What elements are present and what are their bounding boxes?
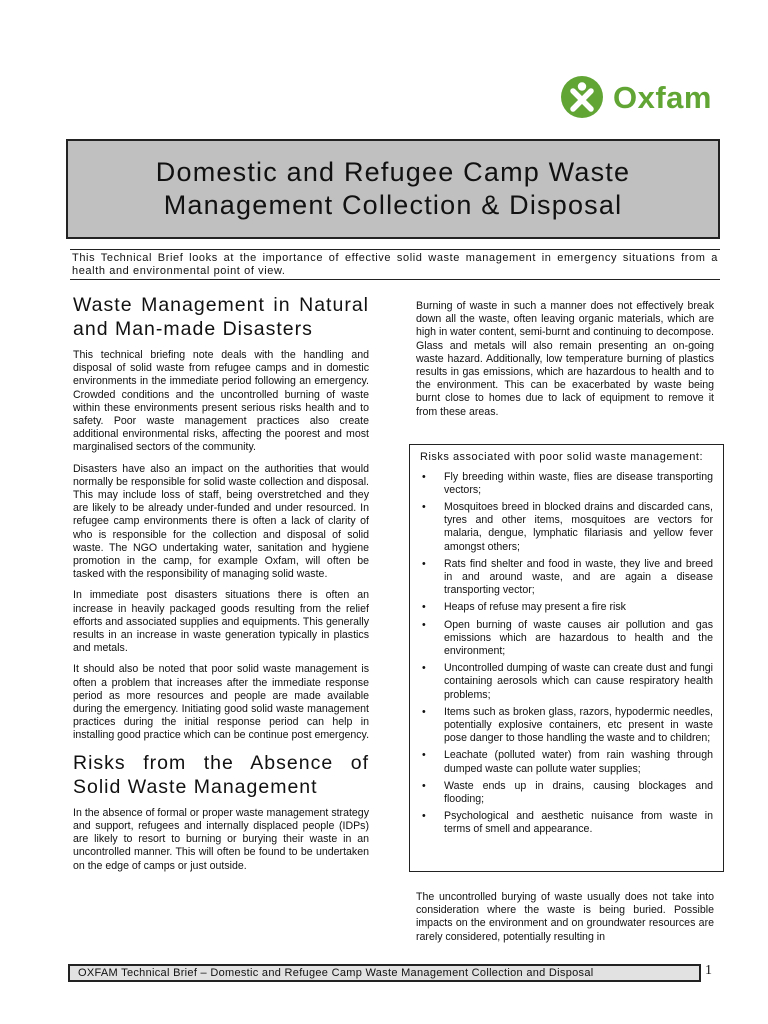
- bullet-icon: •: [422, 618, 426, 631]
- bullet-icon: •: [422, 662, 426, 675]
- list-item-text: Psychological and aesthetic nuisance from waste in terms of smell and appearance.: [444, 810, 713, 836]
- left-column: [73, 293, 369, 881]
- body-paragraph-continued: The uncontrolled burying of waste usually does not take into consideration where the waste is being buried. Possible impacts on the environment and on groundwater resources are rarely considered, potentially resulting in: [416, 891, 714, 943]
- page-footer: OXFAM Technical Brief – Domestic and Refugee Camp Waste Management Collection and Disposal: [68, 964, 701, 982]
- section-heading-disasters: Waste Management in Natural and Man-made Disasters: [73, 294, 369, 340]
- document-title-line-1: Domestic and Refugee Camp Waste: [155, 157, 631, 187]
- list-item-text: Fly breeding within waste, flies are disease transporting vectors;: [444, 470, 713, 496]
- body-paragraph: Disasters have also an impact on the authorities that would normally be responsible for solid waste collection and disposal. This may include loss of staff, being overstretched and they are likely to be already under-funded and under resourced. In refugee camp environments there is often a lack of clarity of who is responsible for the collection and disposal of solid waste. The NGO undertaking water, sanitation and hygiene promotion in the camp, for example Oxfam, will often be tasked with the responsibility of managing solid waste.: [73, 462, 369, 581]
- oxfam-logo-text: Oxfam: [613, 80, 712, 115]
- document-title-box: [66, 139, 720, 239]
- list-item-text: Items such as broken glass, razors, hypodermic needles, potentially explosive containers, etc present in waste pose danger to those handling the waste and to children;: [444, 705, 713, 745]
- risks-box-title: Risks associated with poor solid waste management:: [420, 451, 704, 463]
- page-number: 1: [705, 963, 712, 978]
- body-paragraph: It should also be noted that poor solid waste management is often a problem that increases after the immediate response period as more resources and people are made available during the emergency. Initiating good solid waste management practices during the initial response period can help in installing good practice which can be continue post emergency.: [73, 663, 370, 742]
- list-item-text: Leachate (polluted water) from rain washing through dumped waste can pollute water supplies;: [444, 749, 713, 775]
- risks-callout-box: [409, 444, 724, 872]
- list-item: [420, 810, 713, 836]
- list-item: [420, 501, 713, 554]
- list-item: [420, 780, 713, 806]
- list-item-text: Uncontrolled dumping of waste can create dust and fungi containing aerosols which can cause respiratory health problems;: [444, 662, 713, 701]
- oxfam-logo: [561, 76, 717, 120]
- intro-summary: This Technical Brief looks at the importance of effective solid waste management in emergency situations from a health and environmental point of view.: [70, 249, 720, 280]
- bullet-icon: •: [422, 500, 426, 513]
- body-paragraph: This technical briefing note deals with the handling and disposal of solid waste from refugee camps and in domestic environments in the immediate period following an emergency. Crowded conditions and the uncontrolled burning of waste within these environments present serious risks health and to safety. Poor waste management practices also create additional environmental risks, affecting the poorest and most marginalised sectors of the community.: [73, 349, 369, 454]
- bullet-icon: •: [422, 705, 426, 718]
- list-item-text: Waste ends up in drains, causing blockages and flooding;: [444, 779, 713, 805]
- bullet-icon: •: [422, 557, 426, 570]
- right-column: [416, 300, 714, 427]
- body-paragraph: In the absence of formal or proper waste management strategy and support, refugees and internally displaced people (IDPs) are likely to resort to burning or burying their waste in an uncontrolled manner. This will often be found to be undertaken on the edge of camps or just outside.: [73, 806, 369, 872]
- list-item: [420, 619, 713, 659]
- bullet-icon: •: [422, 601, 426, 614]
- bullet-icon: •: [422, 749, 426, 762]
- section-heading-risks: Risks from the Absence of Solid Waste Management: [73, 751, 369, 798]
- list-item-text: Open burning of waste causes air pollution and gas emissions which are hazardous to health and the environment;: [444, 618, 713, 657]
- document-title-line-2: Management Collection & Disposal: [163, 190, 623, 220]
- bullet-icon: •: [422, 779, 426, 792]
- list-item-text: Heaps of refuse may present a fire risk: [444, 601, 626, 614]
- oxfam-logo-icon: [561, 76, 603, 118]
- bullet-icon: •: [422, 470, 426, 483]
- list-item: [420, 558, 713, 598]
- risks-list: [420, 471, 713, 837]
- list-item: [420, 749, 713, 775]
- list-item: [420, 601, 713, 614]
- list-item: [420, 706, 713, 746]
- list-item-text: Rats find shelter and food in waste, they live and breed in and around waste, and are again a disease transporting vector;: [444, 557, 713, 597]
- list-item-text: Mosquitoes breed in blocked drains and discarded cans, tyres and other items, mosquitoes are vectors for malaria, dengue, lymphatic filariasis and yellow fever amongst others;: [444, 500, 713, 553]
- body-paragraph: Burning of waste in such a manner does not effectively break down all the waste, often leaving organic materials, which are high in water content, semi-burnt and continuing to decompose. Glass and metals will also remain presenting an on-going waste hazard. Additionally, low temperature burning of plastics results in gas emissions, which are hazardous to health and to the environment. This can be exacerbated by waste being burnt close to homes due to lack of equipment to remove it from these areas.: [416, 300, 714, 418]
- body-paragraph: In immediate post disasters situations there is often an increase in heavily packaged goods resulting from the relief efforts and associated supplies and equipments. This generally results in an increase in waste generation typically in plastics and metals.: [73, 589, 369, 655]
- list-item: [420, 662, 713, 702]
- bullet-icon: •: [422, 810, 426, 823]
- list-item: [420, 471, 713, 497]
